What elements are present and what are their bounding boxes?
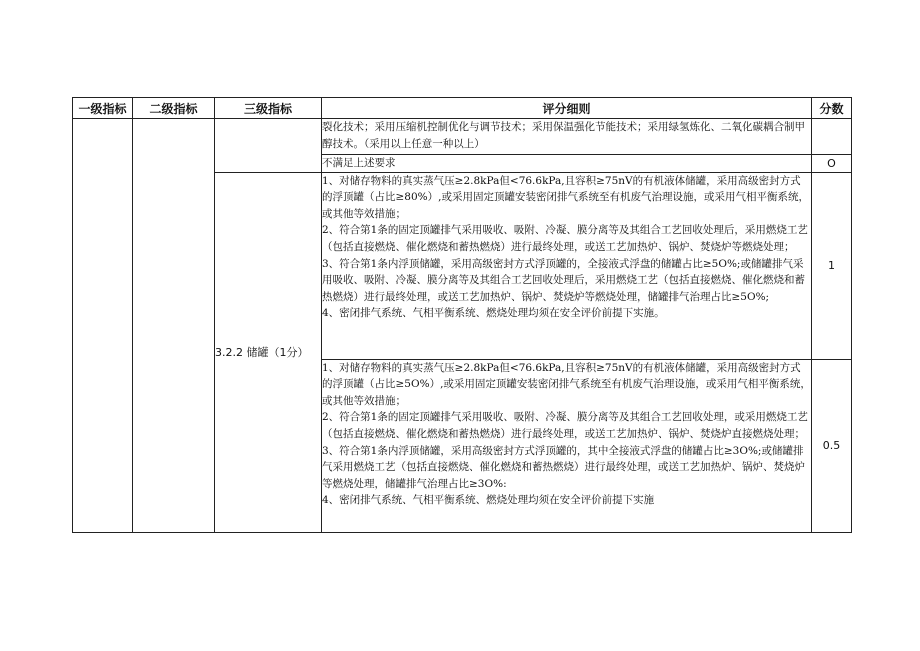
detail-item: 3、符合第1条内浮顶储罐，采用高级密封方式浮顶罐的，其中全接液式浮盘的储罐占比≥3O%;或储罐排气采用燃烧工艺（包括直接燃烧、催化燃烧和蓄热燃烧）进行最终处理，或送工艺加热炉、锅炉、焚烧炉等燃烧处理，储罐排气治理占比≥3O%:	[322, 444, 805, 490]
table-header-row	[73, 98, 852, 119]
detail-text: 不满足上述要求	[322, 157, 396, 169]
detail-item: 2、符合第1条的固定顶罐排气采用吸收、吸附、冷凝、膜分离等及其组合工艺回收处理，或采用燃烧工艺（包括直接燃烧、催化燃烧和蓄热燃烧）进行最终处理，或送工艺加热炉、锅炉、焚烧炉直接燃烧处理；	[322, 411, 808, 440]
detail-item: 3、符合第1条内浮顶储罐，采用高级密封方式浮顶罐的，全接液式浮盘的储罐占比≥5O%;或储罐排气采用吸收、吸附、冷凝、膜分离等及其组合工艺回收处理后，采用燃烧工艺（包括直接燃烧、催化燃烧和蓄热燃烧）进行最终处理，或送工艺加热炉、锅炉、焚烧炉等燃烧处理，储罐排气治理占比≥5O%;	[322, 257, 805, 303]
level3-label: 3.2.2 储罐（1分）	[215, 172, 322, 532]
score-cell: O	[812, 155, 852, 173]
table-row	[73, 119, 852, 155]
detail-item: 1、对储存物料的真实蒸气压≥2.8kPa但<76.6kPa,且容积≥75nV的有机液体储罐，采用高级密封方式的浮顶罐（占比≥80%）,或采用固定顶罐安装密闭排气系统至有机废气治理设施，或采用气相平衡系统，或其他等效措施；	[322, 174, 809, 220]
score-cell	[812, 119, 852, 155]
level2-cell	[133, 119, 215, 533]
header-score: 分数	[812, 98, 852, 119]
detail-item: 1、对储存物料的真实蒸气压≥2.8kPa但<76.6kPa,且容积≥75nV的有机液体储罐，采用高级密封方式的浮顶罐（占比≥5O%）,或采用固定顶罐安装密闭排气系统至有机废气治理设施，或采用气相平衡系统，或其他等效措施；	[322, 361, 811, 407]
header-detail: 评分细则	[322, 98, 812, 119]
header-level1: 一级指标	[73, 98, 133, 119]
detail-cell	[322, 359, 812, 532]
header-level3: 三级指标	[215, 98, 322, 119]
detail-item: 4、密闭排气系统、气相平衡系统、燃烧处理均须在安全评价前提下实施。	[322, 307, 665, 320]
detail-text: 裂化技术；采用压缩机控制优化与调节技术；采用保温强化节能技术；采用绿氢炼化、二氧化碳耦合制甲醇技术。（采用以上任意一种以上）	[322, 121, 805, 150]
level3-cell-upper	[215, 119, 322, 173]
scoring-table	[72, 97, 852, 533]
detail-item: 2、符合第1条的固定顶罐排气采用吸收、吸附、冷凝、膜分离等及其组合工艺回收处理后，采用燃烧工艺（包括直接燃烧、催化燃烧和蓄热燃烧）进行最终处理，或送工艺加热炉、锅炉、焚烧炉等燃烧处理；	[322, 224, 808, 253]
level1-cell	[73, 119, 133, 533]
score-cell: 0.5	[812, 359, 852, 532]
detail-cell	[322, 172, 812, 359]
score-cell: 1	[812, 172, 852, 359]
detail-cell	[322, 155, 812, 173]
header-level2: 二级指标	[133, 98, 215, 119]
detail-cell	[322, 119, 812, 155]
detail-item: 4、密闭排气系统、气相平衡系统、燃烧处理均须在安全评价前提下实施	[322, 494, 655, 507]
